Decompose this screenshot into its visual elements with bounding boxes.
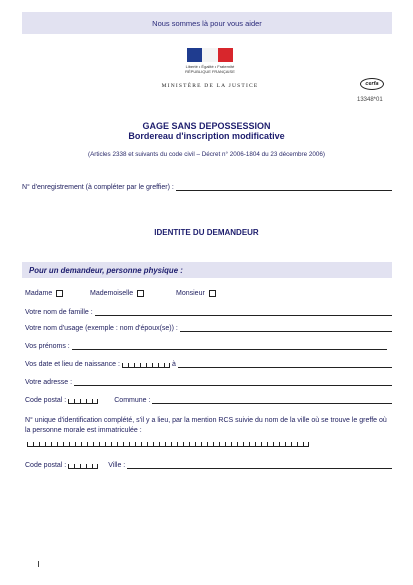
postal-code-boxes[interactable]: [68, 397, 98, 404]
family-name-field[interactable]: [95, 309, 392, 316]
postal-commune-row: [25, 397, 392, 404]
first-names-row: [25, 343, 387, 350]
logo-motto: Liberté • Égalité • Fraternité RÉPUBLIQUE FRANÇAISE: [185, 64, 235, 74]
person-heading: Pour un demandeur, personne physique :: [22, 262, 392, 278]
registration-label: N° d'enregistrement (à compléter par le greffier) :: [22, 184, 174, 191]
section-title: IDENTITE DU DEMANDEUR: [154, 228, 259, 237]
first-names-field[interactable]: [72, 343, 387, 350]
birth-label: Vos date et lieu de naissance :: [25, 361, 120, 368]
commune-label: Commune :: [114, 397, 151, 404]
family-name-row: [25, 309, 392, 316]
registration-row: [22, 184, 392, 191]
birth-date-boxes[interactable]: [122, 361, 170, 368]
ministry-name: MINISTÈRE DE LA JUSTICE: [161, 83, 259, 89]
form-title: GAGE SANS DEPOSSESSION: [142, 121, 271, 131]
help-banner-text: Nous sommes là pour vous aider: [152, 18, 262, 28]
address-field[interactable]: [74, 379, 392, 386]
help-banner[interactable]: [22, 12, 392, 34]
form-subtitle: Bordereau d'inscription modificative: [128, 131, 285, 141]
commune-field[interactable]: [152, 397, 392, 404]
civility-monsieur[interactable]: Monsieur: [176, 290, 216, 297]
ministry-logo: [150, 46, 270, 94]
family-name-label: Votre nom de famille :: [25, 309, 93, 316]
rcs-instructions: N° unique d'identification complété, s'il y a lieu, par la mention RCS suivie du nom de la ville où se trouve le greffe où la personne morale est immatriculée :: [25, 417, 387, 434]
address-row: [25, 379, 392, 386]
cerfa-logo: cerfa: [360, 78, 384, 90]
civility-madame[interactable]: Madame: [25, 290, 63, 297]
birth-place-field[interactable]: [178, 361, 392, 368]
usage-name-label: Votre nom d'usage (exemple : nom d'époux(se)) :: [25, 325, 178, 332]
first-names-label: Vos prénoms :: [25, 343, 70, 350]
rcs-row: [25, 440, 335, 447]
monsieur-checkbox[interactable]: [209, 290, 216, 297]
registration-field[interactable]: [176, 184, 392, 191]
postal-code-label: Code postal :: [25, 397, 67, 404]
birth-row: [25, 361, 392, 368]
postal-code2-label: Code postal :: [25, 462, 67, 469]
address-label: Votre adresse :: [25, 379, 73, 386]
usage-name-field[interactable]: [180, 325, 392, 332]
rcs-boxes[interactable]: [27, 440, 309, 447]
postal-code2-boxes[interactable]: [68, 462, 98, 469]
usage-name-row: [25, 325, 392, 332]
birth-place-at: à: [171, 361, 176, 368]
french-flag-icon: [187, 48, 233, 62]
mademoiselle-checkbox[interactable]: [137, 290, 144, 297]
postal-ville-row: [25, 462, 392, 469]
legal-reference: (Articles 2338 et suivants du code civil – Décret n° 2006-1804 du 23 décembre 2006): [87, 151, 326, 158]
ville-field[interactable]: [127, 462, 392, 469]
ville-label: Ville :: [108, 462, 126, 469]
madame-checkbox[interactable]: [56, 290, 63, 297]
page-mark: [38, 561, 39, 567]
cerfa-number: 13348*01: [357, 97, 383, 103]
civility-mademoiselle[interactable]: Mademoiselle: [90, 290, 144, 297]
